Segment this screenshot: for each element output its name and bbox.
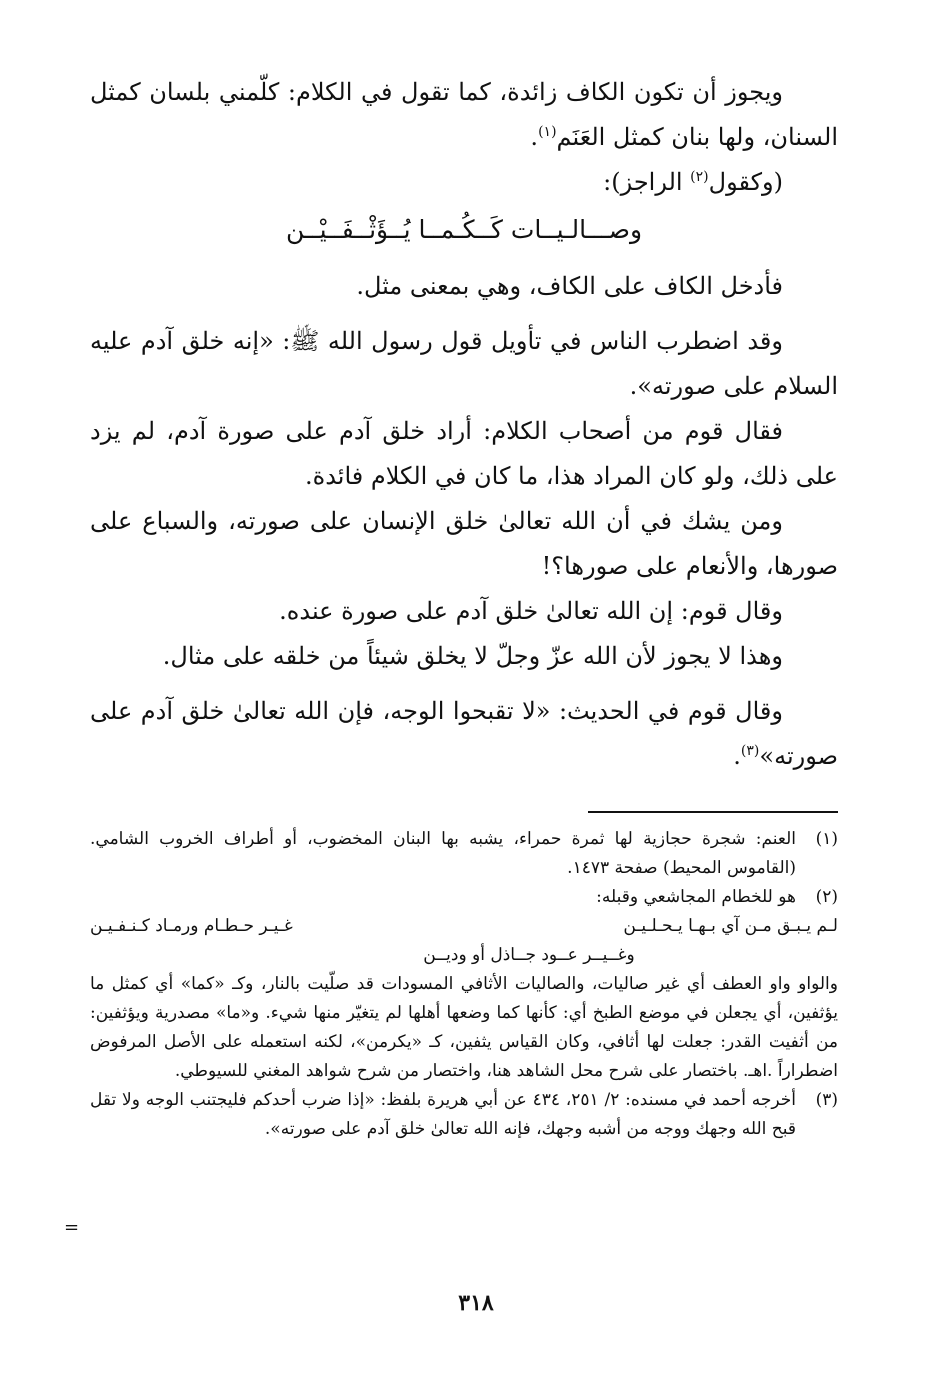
footnotes bbox=[90, 825, 838, 1144]
paragraph-9: وقال قوم في الحديث: «لا تقبحوا الوجه، فإن الله تعالىٰ خلق آدم على صورته»$^{(٣)}$. bbox=[90, 697, 838, 770]
footnote-number: (٢) bbox=[815, 887, 838, 907]
footnote-divider bbox=[588, 811, 838, 813]
poem-hemistich: وغــيــر عــود جــاذل أو وديــن bbox=[423, 945, 635, 965]
footnote-text: أخرجه أحمد في مسنده: ٢/ ٢٥١، ٤٣٤ عن أبي هريرة بلفظ: «إذا ضرب أحدكم فليجتنب الوجه ولا تقل قبح الله وجهك ووجه من أشبه وجهك، فإنه الله تعالىٰ خلق آدم على صورته». bbox=[90, 1090, 797, 1139]
page-number: ٣١٨ bbox=[458, 1290, 494, 1316]
footnote-number: (١) bbox=[815, 829, 838, 849]
paragraph-8: وهذا لا يجوز لأن الله عزّ وجلّ لا يخلق شيئاً من خلقه على مثال. bbox=[162, 642, 783, 670]
page-body bbox=[90, 70, 838, 1144]
footnote-text: هو للخطام المجاشعي وقبله: bbox=[596, 887, 796, 907]
footnote-number: (٣) bbox=[815, 1090, 838, 1110]
footnote-poem-line bbox=[90, 941, 838, 970]
footnote-3 bbox=[90, 1086, 838, 1144]
paragraph-3: فأدخل الكاف على الكاف، وهي بمعنى مثل. bbox=[356, 272, 783, 300]
paragraph-1: ويجوز أن تكون الكاف زائدة، كما تقول في الكلام: كلّمني بلسان كمثل السنان، ولها بنان كمثل العَنَم$^{(١)}$. bbox=[90, 78, 838, 151]
paragraph-2: (وكقول$^{(٢)}$ الراجز): bbox=[603, 168, 783, 196]
poem-hemistich-right: لـم يـبـق مـن آي بـهـا يـحـلـيـن bbox=[623, 916, 838, 936]
footnote-explanation: والواو واو العطف أي غير صاليات، والصاليات الأثافي المسودات قد صلّيت بالنار، وكـ «كما» أي كمثل ما يؤثفين، أي يجعلن في موضع الطبخ أي: كأنها كما وضعها أهلها لم يتغيّر منها شيء. و«ما» مصدرية ويؤثفين: من أثفيت القدر: جعلت لها أثافي، وكان القياس يثفين، كـ «يكرمن»، لكنه استعمله على الأصل المرفوض اضطراراً .اهـ. باختصار على شرح محل الشاهد هنا، واختصار من شرح شواهد المغني للسيوطي. bbox=[90, 974, 838, 1081]
footnote-ref-2: (٢) bbox=[690, 169, 709, 185]
footnote-ref-1: (١) bbox=[538, 124, 557, 140]
main-text bbox=[90, 70, 838, 779]
paragraph-5: فقال قوم من أصحاب الكلام: أراد خلق آدم على صورة آدم، لم يزد على ذلك، ولو كان المراد هذا، ما كان في الكلام فائدة. bbox=[90, 417, 838, 490]
continuation-mark: = bbox=[64, 1217, 80, 1238]
footnote-ref-3: (٣) bbox=[740, 743, 760, 759]
verse-line: وصـــالـيــات كَــكُـمــا يُــؤَثْــفَــيْــن bbox=[285, 215, 643, 244]
paragraph-4: وقد اضطرب الناس في تأويل قول رسول الله ﷺ: «إنه خلق آدم عليه السلام على صورته». bbox=[90, 327, 838, 400]
footnote-text: العنم: شجرة حجازية لها ثمرة حمراء، يشبه بها البنان المخضوب، أو أطراف الخروب الشامي. (القاموس المحيط) صفحة ١٤٧٣. bbox=[90, 829, 796, 878]
footnote-2 bbox=[90, 883, 838, 912]
paragraph-6: ومن يشك في أن الله تعالىٰ خلق الإنسان على صورته، والسباع على صورها، والأنعام على صورها؟! bbox=[90, 507, 838, 580]
paragraph-7: وقال قوم: إن الله تعالىٰ خلق آدم على صورة عنده. bbox=[279, 597, 783, 625]
footnote-poem-line bbox=[90, 912, 838, 941]
poem-hemistich-left: غـيـر حـطـام ورمـاد كـنـفـيـن bbox=[90, 916, 293, 936]
footnote-1 bbox=[90, 825, 838, 883]
